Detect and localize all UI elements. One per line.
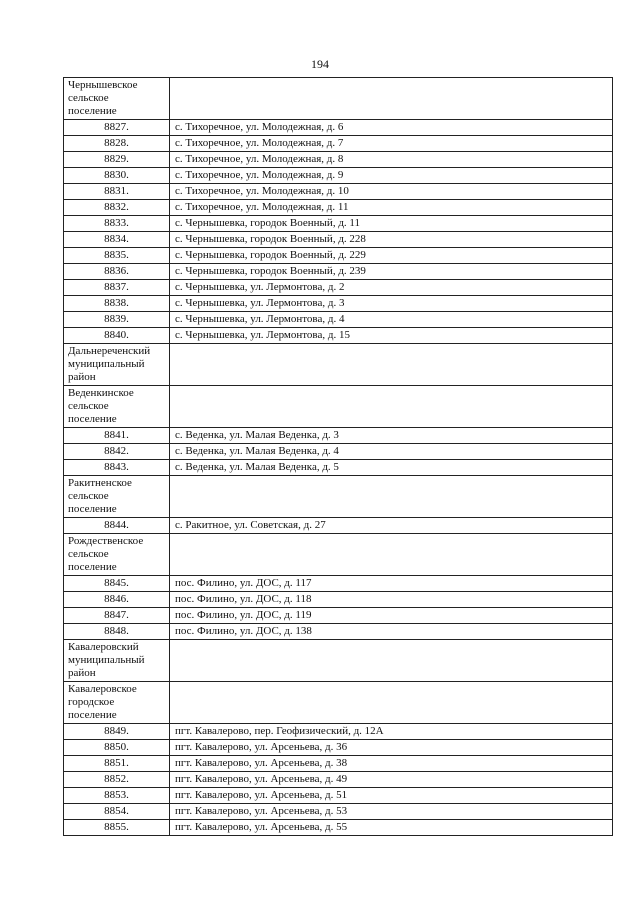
section-name-line: Кавалеровский	[68, 641, 139, 653]
section-empty-cell	[170, 534, 613, 576]
section-name-line: поселение	[68, 561, 117, 573]
row-address: пос. Филино, ул. ДОС, д. 138	[170, 624, 613, 640]
row-address: пос. Филино, ул. ДОС, д. 117	[170, 576, 613, 592]
row-address: пгт. Кавалерово, ул. Арсеньева, д. 38	[170, 756, 613, 772]
table-row	[64, 772, 613, 788]
section-name-line: поселение	[68, 413, 117, 425]
row-address: с. Веденка, ул. Малая Веденка, д. 3	[170, 428, 613, 444]
section-name	[64, 386, 170, 428]
row-number: 8848.	[64, 624, 170, 640]
row-number: 8854.	[64, 804, 170, 820]
table-row	[64, 248, 613, 264]
section-name-line: Ракитненское	[68, 477, 132, 489]
row-address: с. Чернышевка, ул. Лермонтова, д. 2	[170, 280, 613, 296]
row-number: 8849.	[64, 724, 170, 740]
section-empty-cell	[170, 78, 613, 120]
row-number: 8835.	[64, 248, 170, 264]
table-row	[64, 184, 613, 200]
row-address: с. Чернышевка, городок Военный, д. 229	[170, 248, 613, 264]
row-address: пгт. Кавалерово, ул. Арсеньева, д. 49	[170, 772, 613, 788]
row-address: с. Чернышевка, городок Военный, д. 228	[170, 232, 613, 248]
section-name-line: Кавалеровское	[68, 683, 137, 695]
table-row	[64, 756, 613, 772]
section-name-line: муниципальный	[68, 654, 145, 666]
row-number: 8847.	[64, 608, 170, 624]
row-number: 8852.	[64, 772, 170, 788]
section-header-row	[64, 476, 613, 518]
table-row	[64, 460, 613, 476]
row-number: 8834.	[64, 232, 170, 248]
section-name-line: городское	[68, 696, 115, 708]
row-number: 8830.	[64, 168, 170, 184]
table-row	[64, 232, 613, 248]
section-empty-cell	[170, 344, 613, 386]
row-address: с. Чернышевка, городок Военный, д. 11	[170, 216, 613, 232]
row-number: 8827.	[64, 120, 170, 136]
section-name-line: сельское	[68, 92, 109, 104]
section-name	[64, 534, 170, 576]
row-address: пос. Филино, ул. ДОС, д. 119	[170, 608, 613, 624]
section-name-line: район	[68, 667, 96, 679]
row-address: пгт. Кавалерово, ул. Арсеньева, д. 51	[170, 788, 613, 804]
section-name	[64, 476, 170, 518]
address-registry-table	[63, 77, 613, 836]
section-empty-cell	[170, 640, 613, 682]
row-number: 8850.	[64, 740, 170, 756]
row-address: пгт. Кавалерово, пер. Геофизический, д. 12А	[170, 724, 613, 740]
table-row	[64, 328, 613, 344]
row-number: 8851.	[64, 756, 170, 772]
section-name	[64, 682, 170, 724]
table-row	[64, 280, 613, 296]
table-row	[64, 624, 613, 640]
row-number: 8840.	[64, 328, 170, 344]
row-address: пгт. Кавалерово, ул. Арсеньева, д. 36	[170, 740, 613, 756]
row-address: с. Ракитное, ул. Советская, д. 27	[170, 518, 613, 534]
row-number: 8836.	[64, 264, 170, 280]
section-empty-cell	[170, 682, 613, 724]
table-row	[64, 518, 613, 534]
table-row	[64, 608, 613, 624]
row-address: с. Тихоречное, ул. Молодежная, д. 9	[170, 168, 613, 184]
section-name-line: поселение	[68, 709, 117, 721]
section-empty-cell	[170, 476, 613, 518]
section-header-row	[64, 344, 613, 386]
row-address: с. Чернышевка, ул. Лермонтова, д. 4	[170, 312, 613, 328]
row-address: с. Веденка, ул. Малая Веденка, д. 5	[170, 460, 613, 476]
row-address: с. Чернышевка, городок Военный, д. 239	[170, 264, 613, 280]
section-name	[64, 78, 170, 120]
row-address: пгт. Кавалерово, ул. Арсеньева, д. 55	[170, 820, 613, 836]
section-header-row	[64, 534, 613, 576]
row-number: 8828.	[64, 136, 170, 152]
row-number: 8846.	[64, 592, 170, 608]
registry-body	[64, 78, 613, 836]
row-address: с. Чернышевка, ул. Лермонтова, д. 15	[170, 328, 613, 344]
section-name-line: муниципальный	[68, 358, 145, 370]
row-number: 8843.	[64, 460, 170, 476]
table-row	[64, 200, 613, 216]
table-row	[64, 312, 613, 328]
row-number: 8838.	[64, 296, 170, 312]
section-name	[64, 640, 170, 682]
table-row	[64, 444, 613, 460]
page-number: 194	[311, 57, 329, 71]
section-empty-cell	[170, 386, 613, 428]
section-name-line: поселение	[68, 105, 117, 117]
table-row	[64, 152, 613, 168]
row-number: 8845.	[64, 576, 170, 592]
table-row	[64, 788, 613, 804]
row-number: 8832.	[64, 200, 170, 216]
row-address: с. Тихоречное, ул. Молодежная, д. 10	[170, 184, 613, 200]
row-number: 8855.	[64, 820, 170, 836]
section-name	[64, 344, 170, 386]
section-name-line: Дальнереченский	[68, 345, 151, 357]
section-name-line: сельское	[68, 400, 109, 412]
row-address: с. Чернышевка, ул. Лермонтова, д. 3	[170, 296, 613, 312]
row-address: с. Тихоречное, ул. Молодежная, д. 7	[170, 136, 613, 152]
row-address: с. Тихоречное, ул. Молодежная, д. 6	[170, 120, 613, 136]
row-number: 8842.	[64, 444, 170, 460]
section-name-line: Чернышевское	[68, 79, 138, 91]
section-header-row	[64, 386, 613, 428]
row-address: с. Тихоречное, ул. Молодежная, д. 8	[170, 152, 613, 168]
section-header-row	[64, 78, 613, 120]
table-row	[64, 804, 613, 820]
row-number: 8853.	[64, 788, 170, 804]
table-row	[64, 576, 613, 592]
section-name-line: Рождественское	[68, 535, 144, 547]
row-number: 8837.	[64, 280, 170, 296]
row-number: 8844.	[64, 518, 170, 534]
section-header-row	[64, 682, 613, 724]
table-row	[64, 740, 613, 756]
table-row	[64, 820, 613, 836]
row-number: 8831.	[64, 184, 170, 200]
table-row	[64, 592, 613, 608]
table-row	[64, 724, 613, 740]
table-row	[64, 428, 613, 444]
table-row	[64, 136, 613, 152]
table-row	[64, 264, 613, 280]
row-address: пос. Филино, ул. ДОС, д. 118	[170, 592, 613, 608]
row-number: 8839.	[64, 312, 170, 328]
row-number: 8829.	[64, 152, 170, 168]
row-number: 8833.	[64, 216, 170, 232]
table-row	[64, 216, 613, 232]
section-header-row	[64, 640, 613, 682]
section-name-line: сельское	[68, 490, 109, 502]
section-name-line: Веденкинское	[68, 387, 134, 399]
table-row	[64, 168, 613, 184]
row-address: с. Тихоречное, ул. Молодежная, д. 11	[170, 200, 613, 216]
section-name-line: поселение	[68, 503, 117, 515]
row-number: 8841.	[64, 428, 170, 444]
section-name-line: район	[68, 371, 96, 383]
table-row	[64, 296, 613, 312]
section-name-line: сельское	[68, 548, 109, 560]
table-row	[64, 120, 613, 136]
row-address: с. Веденка, ул. Малая Веденка, д. 4	[170, 444, 613, 460]
row-address: пгт. Кавалерово, ул. Арсеньева, д. 53	[170, 804, 613, 820]
